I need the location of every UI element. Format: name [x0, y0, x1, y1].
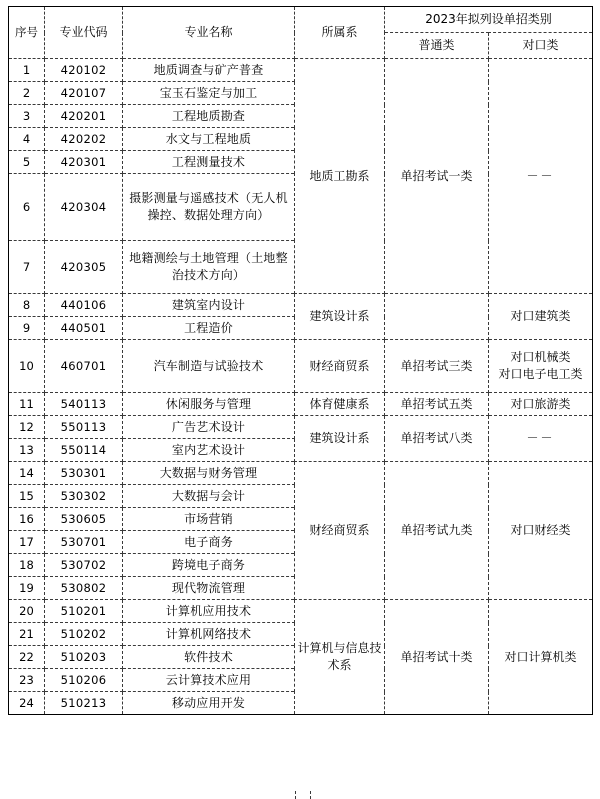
row-name: 电子商务: [123, 531, 295, 554]
row-name: 广告艺术设计: [123, 416, 295, 439]
row-code: 530701: [45, 531, 123, 554]
row-no: 3: [9, 105, 45, 128]
row-code: 420201: [45, 105, 123, 128]
row-code: 530802: [45, 577, 123, 600]
row-code: 420305: [45, 241, 123, 294]
row-no: 7: [9, 241, 45, 294]
row-no: 2: [9, 82, 45, 105]
row-no: 23: [9, 669, 45, 692]
dept-sports: 体育健康系: [295, 393, 385, 416]
row-no: 24: [9, 692, 45, 715]
table-body: [9, 59, 593, 715]
row-no: 4: [9, 128, 45, 151]
row-name: 地质调查与矿产普查: [123, 59, 295, 82]
row-name: 汽车制造与试验技术: [123, 340, 295, 393]
row-no: 6: [9, 174, 45, 241]
duikou-tourism: 对口旅游类: [489, 393, 593, 416]
duikou-none-1: －－: [489, 59, 593, 294]
general-cat-1: 单招考试一类: [385, 59, 489, 294]
row-code: 510201: [45, 600, 123, 623]
row-name: 水文与工程地质: [123, 128, 295, 151]
row-code: 530301: [45, 462, 123, 485]
row-no: 16: [9, 508, 45, 531]
row-no: 11: [9, 393, 45, 416]
header-duikou: 对口类: [489, 33, 593, 59]
row-no: 19: [9, 577, 45, 600]
row-name: 休闲服务与管理: [123, 393, 295, 416]
duikou-machine-line: 对口机械类: [510, 349, 571, 364]
general-cat-9: 单招考试九类: [385, 462, 489, 600]
table-row: [9, 340, 593, 393]
row-code: 420202: [45, 128, 123, 151]
row-name: 工程地质勘查: [123, 105, 295, 128]
table-header: [9, 7, 593, 59]
row-no: 14: [9, 462, 45, 485]
general-cat-8: 单招考试八类: [385, 416, 489, 462]
row-name: 云计算技术应用: [123, 669, 295, 692]
header-no: 序号: [9, 7, 45, 59]
dept-business-1: 财经商贸系: [295, 340, 385, 393]
row-code: 540113: [45, 393, 123, 416]
duikou-none-2: －－: [489, 416, 593, 462]
table-row: [9, 416, 593, 439]
row-code: 420304: [45, 174, 123, 241]
duikou-architecture: 对口建筑类: [489, 294, 593, 340]
row-code: 510203: [45, 646, 123, 669]
header-name: 专业名称: [123, 7, 295, 59]
table-row: [9, 462, 593, 485]
row-name: 大数据与会计: [123, 485, 295, 508]
row-no: 9: [9, 317, 45, 340]
row-code: 420301: [45, 151, 123, 174]
row-no: 1: [9, 59, 45, 82]
row-name: 软件技术: [123, 646, 295, 669]
majors-table: [8, 6, 593, 715]
row-name: 现代物流管理: [123, 577, 295, 600]
duikou-computer: 对口计算机类: [489, 600, 593, 715]
row-code: 530605: [45, 508, 123, 531]
row-code: 460701: [45, 340, 123, 393]
row-code: 530702: [45, 554, 123, 577]
row-no: 10: [9, 340, 45, 393]
dept-architecture-1: 建筑设计系: [295, 294, 385, 340]
row-code: 510213: [45, 692, 123, 715]
dept-geology: 地质工勘系: [295, 59, 385, 294]
row-code: 510206: [45, 669, 123, 692]
row-no: 21: [9, 623, 45, 646]
duikou-finance: 对口财经类: [489, 462, 593, 600]
header-row-1: [9, 7, 593, 33]
header-general: 普通类: [385, 33, 489, 59]
row-name: 市场营销: [123, 508, 295, 531]
row-name: 计算机网络技术: [123, 623, 295, 646]
general-cat-5: 单招考试五类: [385, 393, 489, 416]
row-code: 530302: [45, 485, 123, 508]
row-no: 20: [9, 600, 45, 623]
general-cat-3: 单招考试三类: [385, 340, 489, 393]
row-no: 5: [9, 151, 45, 174]
row-name: 计算机应用技术: [123, 600, 295, 623]
header-code: 专业代码: [45, 7, 123, 59]
general-cat-blank-1: [385, 294, 489, 340]
table-row: [9, 600, 593, 623]
general-cat-10: 单招考试十类: [385, 600, 489, 715]
row-name: 跨境电子商务: [123, 554, 295, 577]
row-code: 550114: [45, 439, 123, 462]
dept-computer: 计算机与信息技术系: [295, 600, 385, 715]
row-no: 15: [9, 485, 45, 508]
table-row: [9, 59, 593, 82]
row-code: 440501: [45, 317, 123, 340]
row-name: 摄影测量与遥感技术（无人机操控、数据处理方向）: [123, 174, 295, 241]
row-no: 18: [9, 554, 45, 577]
table-row: [9, 294, 593, 317]
row-code: 440106: [45, 294, 123, 317]
row-name: 工程造价: [123, 317, 295, 340]
row-no: 17: [9, 531, 45, 554]
row-no: 8: [9, 294, 45, 317]
header-dept: 所属系: [295, 7, 385, 59]
table-row: [9, 393, 593, 416]
duikou-machine-electric: [489, 340, 593, 393]
row-name: 地籍测绘与土地管理（土地整治技术方向）: [123, 241, 295, 294]
row-name: 移动应用开发: [123, 692, 295, 715]
row-code: 420107: [45, 82, 123, 105]
row-no: 22: [9, 646, 45, 669]
header-group: 2023年拟列设单招类别: [385, 7, 593, 33]
row-code: 550113: [45, 416, 123, 439]
dept-architecture-2: 建筑设计系: [295, 416, 385, 462]
row-name: 宝玉石鉴定与加工: [123, 82, 295, 105]
dept-business-2: 财经商贸系: [295, 462, 385, 600]
row-no: 13: [9, 439, 45, 462]
row-name: 大数据与财务管理: [123, 462, 295, 485]
row-name: 建筑室内设计: [123, 294, 295, 317]
duikou-electric-line: 对口电子电工类: [498, 367, 583, 381]
row-name: 工程测量技术: [123, 151, 295, 174]
row-code: 420102: [45, 59, 123, 82]
row-code: 510202: [45, 623, 123, 646]
table-continuation-marker: [295, 791, 311, 799]
row-name: 室内艺术设计: [123, 439, 295, 462]
row-no: 12: [9, 416, 45, 439]
